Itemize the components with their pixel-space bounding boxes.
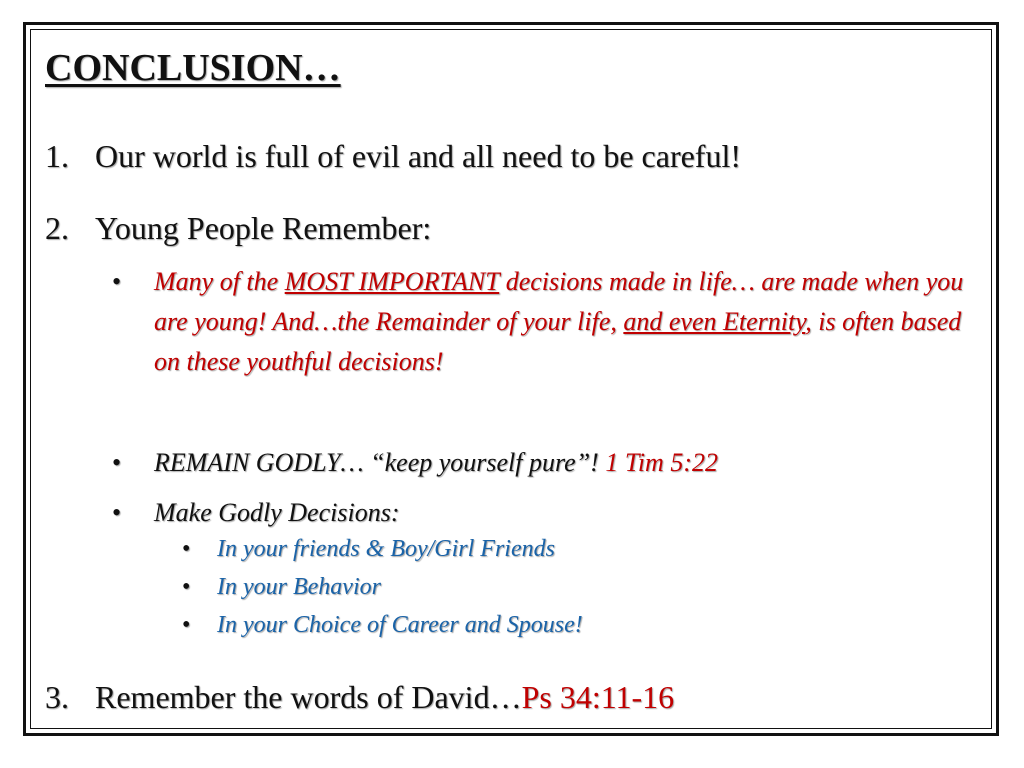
bullet-dot: •	[112, 267, 122, 296]
most-important-emphasis: MOST IMPORTANT	[284, 267, 500, 296]
sub-bullet-career-text: In your Choice of Career and Spouse!	[217, 612, 583, 638]
point-3-number: 3.	[45, 679, 69, 715]
remain-godly-text: REMAIN GODLY… “keep yourself pure”!	[154, 448, 606, 477]
point-3	[45, 679, 674, 716]
point-1-number: 1.	[45, 138, 69, 174]
sub-bullet-career	[182, 612, 583, 639]
bullet-godly-decisions	[112, 493, 399, 533]
bullet-remain-godly-text	[154, 443, 718, 483]
point-2	[45, 210, 431, 247]
scripture-ref-1tim: 1 Tim 5:22	[605, 448, 718, 477]
sub-bullet-behavior-text: In your Behavior	[217, 574, 381, 600]
point-2-number: 2.	[45, 210, 69, 246]
point-1-text: Our world is full of evil and all need to be careful!	[95, 138, 741, 174]
godly-decisions-text: Make Godly Decisions:	[154, 498, 400, 527]
sub-bullet-behavior	[182, 574, 381, 601]
bullet-1-part2: decisions made in life… are made when you are young! And…the Remainder of your life,	[154, 267, 964, 336]
sub-bullet-friends-text: In your friends & Boy/Girl Friends	[217, 536, 555, 562]
bullet-1-part1: Many of the	[154, 267, 285, 296]
point-2-text: Young People Remember:	[95, 210, 432, 246]
bullet-most-important-text	[154, 262, 982, 382]
point-3-text: Remember the words of David…	[95, 679, 522, 715]
bullet-1-part3: , is often based on these youthful decisions!	[154, 307, 962, 376]
sub-bullet-friends	[182, 536, 555, 563]
sub-bullet-dot: •	[182, 536, 191, 562]
scripture-ref-psalm: Ps 34:11-16	[521, 679, 675, 715]
point-1	[45, 138, 741, 175]
slide-title: CONCLUSION…	[45, 47, 341, 89]
bullet-dot: •	[112, 498, 122, 527]
sub-bullet-dot: •	[182, 574, 191, 600]
bullet-remain-godly	[112, 443, 718, 483]
sub-bullet-dot: •	[182, 612, 191, 638]
bullet-most-important	[112, 262, 982, 382]
eternity-emphasis: and even Eternity	[623, 307, 806, 336]
bullet-dot: •	[112, 448, 122, 477]
